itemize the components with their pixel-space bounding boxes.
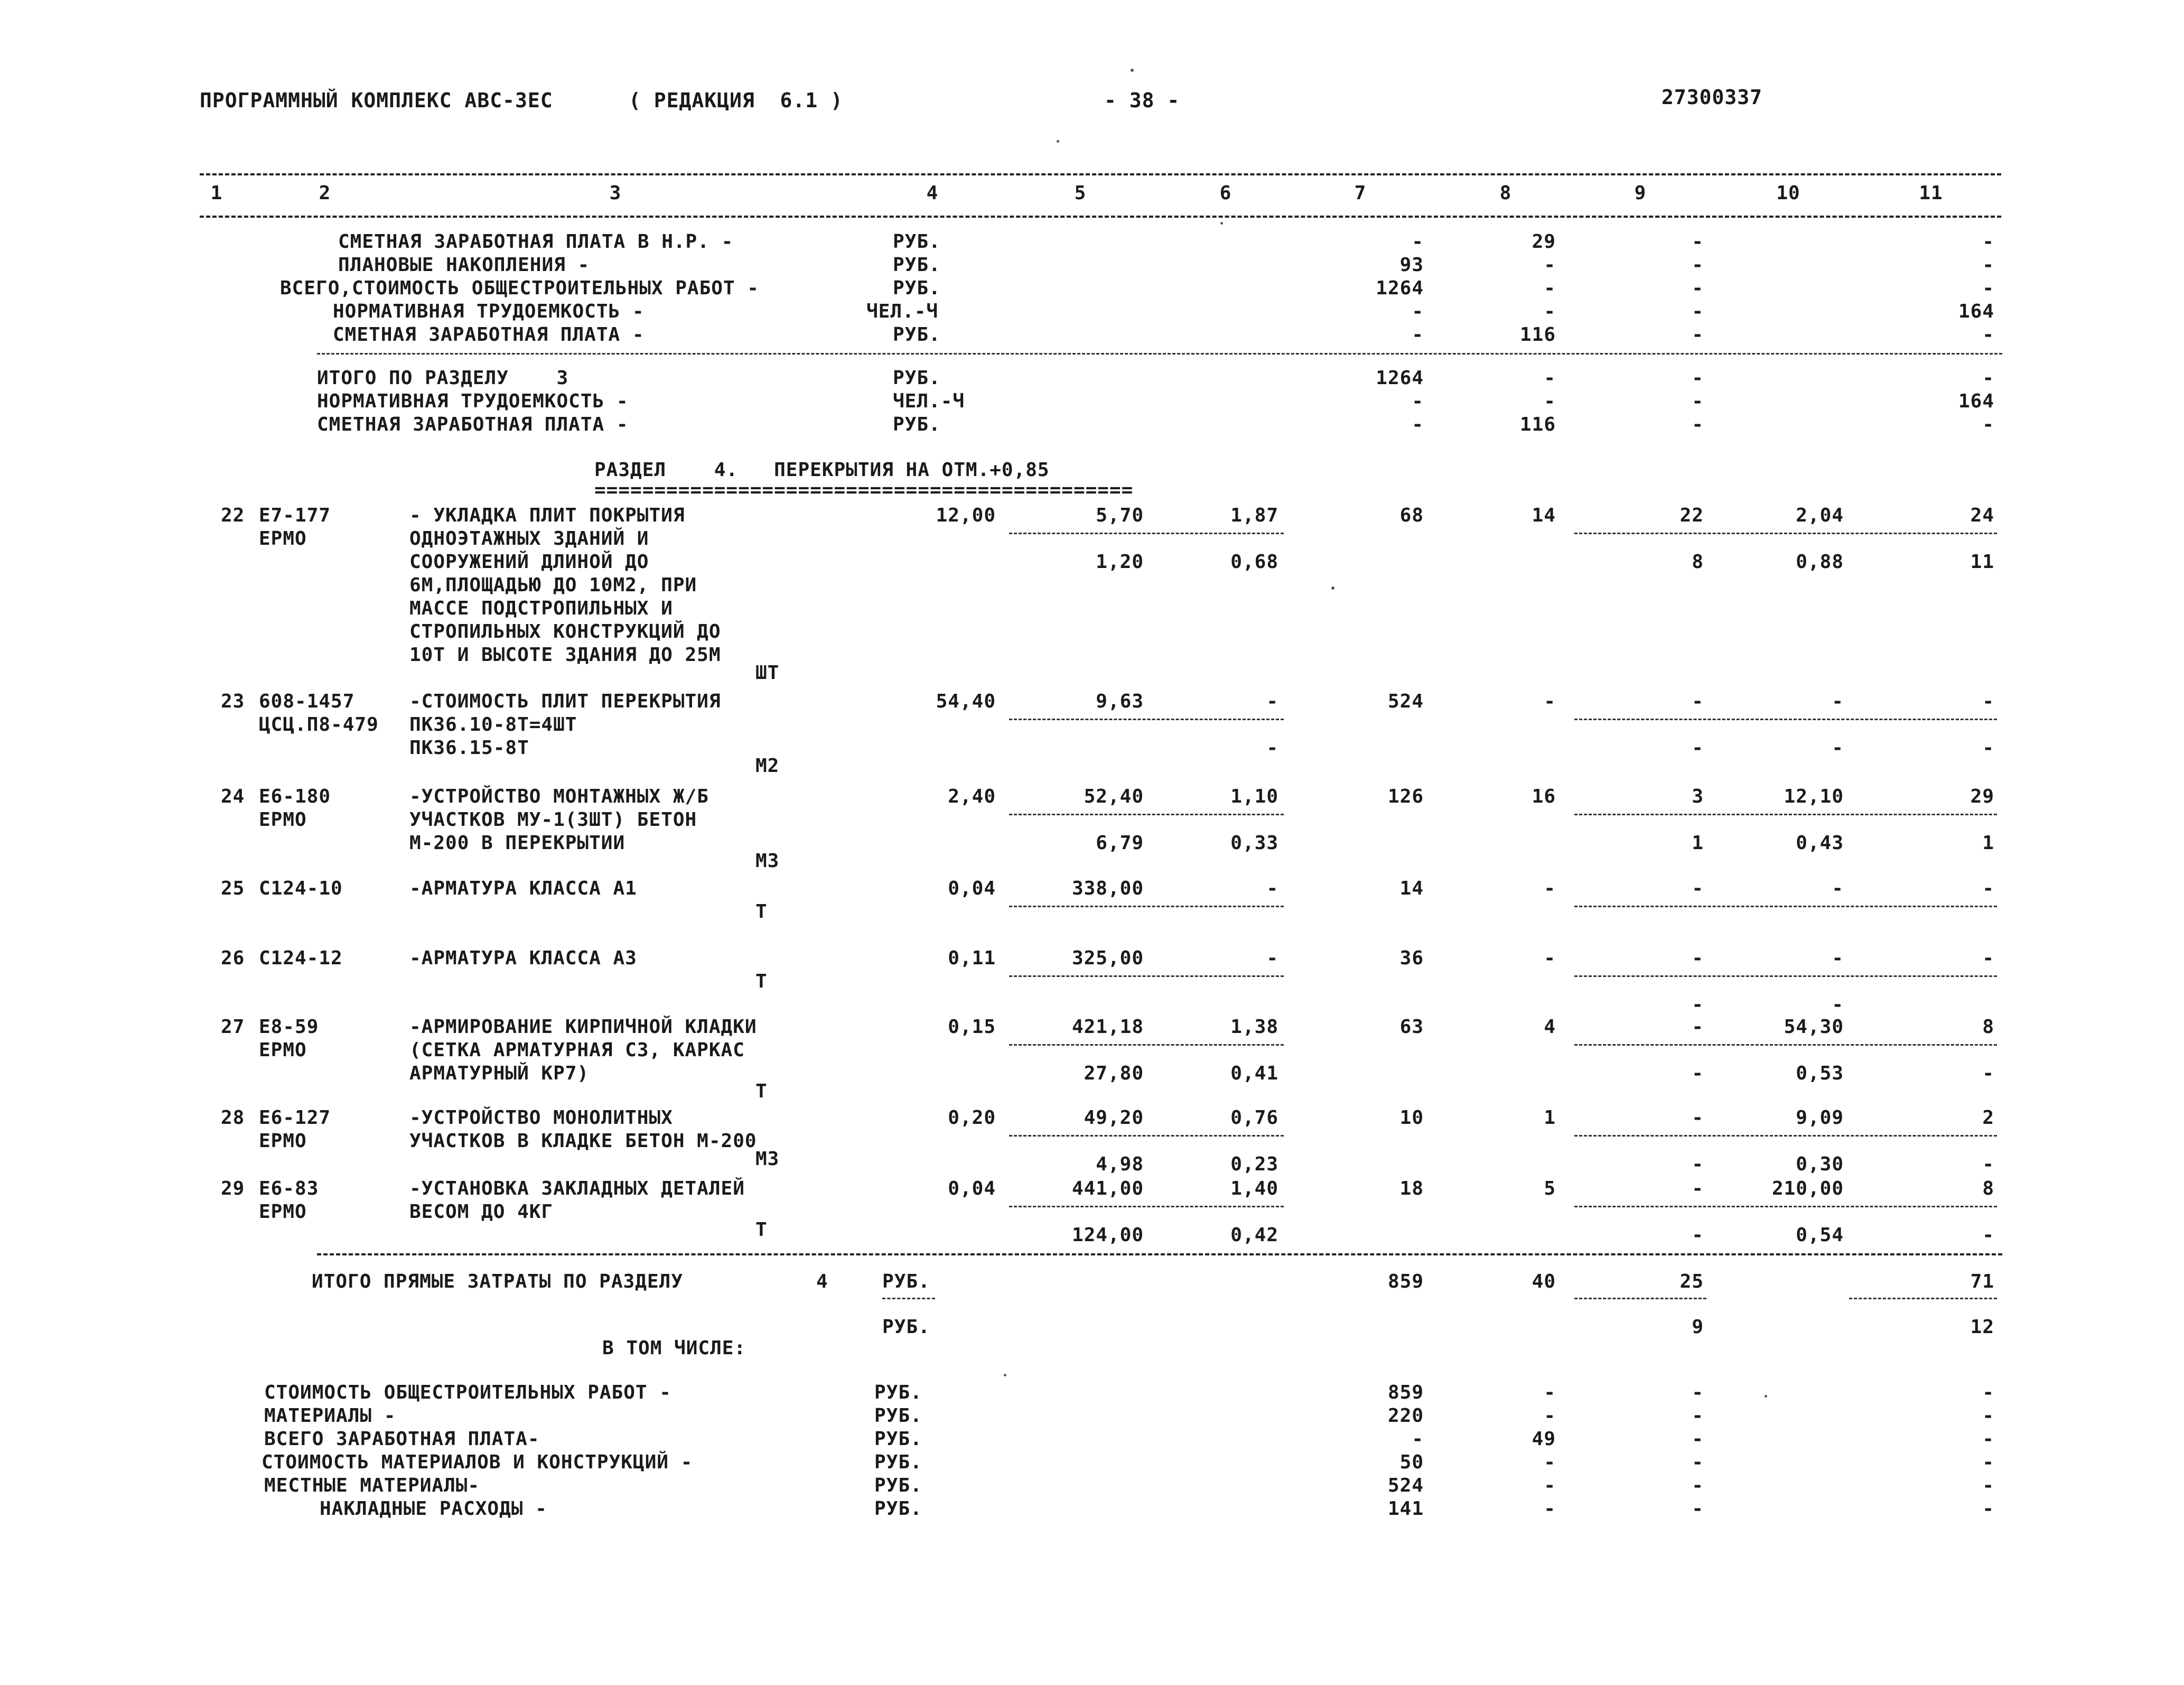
item-28-price-rule <box>1009 1135 1284 1137</box>
item-23-c7: 524 <box>1387 691 1424 712</box>
scan-speck <box>1057 140 1059 143</box>
item-24-unit: М3 <box>755 850 780 872</box>
section-total-c8: 116 <box>1519 414 1556 435</box>
top-block-unit: РУБ. <box>893 231 941 253</box>
item-23-desc-line: ПК36.10-8Т=4ШТ <box>409 714 577 736</box>
breakdown-c7: - <box>1412 1428 1424 1450</box>
top-block-c7: 93 <box>1399 254 1424 276</box>
top-block-c9: - <box>1692 301 1704 322</box>
direct-total-c9: 25 <box>1679 1271 1704 1292</box>
direct-total-unit: РУБ. <box>882 1271 930 1292</box>
scan-speck <box>1765 1395 1767 1398</box>
item-28-c6: 0,76 <box>1230 1107 1278 1129</box>
item-24-source: ЕРМО <box>259 809 307 831</box>
item-29-c5b: 124,00 <box>1071 1224 1144 1246</box>
item-25-number: 25 <box>221 878 245 899</box>
section-total-c7: 1264 <box>1376 367 1424 389</box>
breakdown-c9: - <box>1692 1428 1704 1450</box>
column-header-1: 1 <box>210 182 223 204</box>
item-24-price-rule <box>1009 814 1284 815</box>
breakdown-c7: 220 <box>1387 1405 1424 1427</box>
item-29-number: 29 <box>221 1178 245 1199</box>
top-block-rule <box>317 353 2002 355</box>
breakdown-c11: - <box>1982 1498 1994 1520</box>
item-29-source: ЕРМО <box>259 1201 307 1223</box>
item-27-c5: 421,18 <box>1071 1016 1144 1038</box>
column-header-6: 6 <box>1219 182 1232 204</box>
item-24-desc-line: -УСТРОЙСТВО МОНТАЖНЫХ Ж/Б <box>409 786 709 807</box>
item-29-c11: 8 <box>1982 1178 1994 1199</box>
top-block-c11: - <box>1982 277 1994 299</box>
direct-total-c11-rule <box>1849 1298 1997 1299</box>
item-22-desc-line: 10Т И ВЫСОТЕ ЗДАНИЯ ДО 25М <box>409 644 721 666</box>
item-22-quantity: 12,00 <box>936 505 996 526</box>
item-28-c5b: 4,98 <box>1096 1153 1144 1175</box>
section-total-unit: РУБ. <box>893 414 941 435</box>
column-header-9: 9 <box>1634 182 1647 204</box>
item-22-source: ЕРМО <box>259 528 307 550</box>
item-22-c6: 1,87 <box>1230 505 1278 526</box>
item-28-c9b: - <box>1692 1153 1704 1175</box>
item-23-desc-line: -СТОИМОСТЬ ПЛИТ ПЕРЕКРЫТИЯ <box>409 691 721 712</box>
item-26-quantity: 0,11 <box>948 947 996 969</box>
item-23-cost-rule <box>1574 719 1997 720</box>
direct-total-section: 4 <box>816 1271 828 1292</box>
item-26-c10b: - <box>1832 994 1844 1016</box>
section-total-c9: - <box>1692 390 1704 412</box>
item-23-number: 23 <box>221 691 245 712</box>
section-total-c11: - <box>1982 367 1994 389</box>
column-header-11: 11 <box>1919 182 1943 204</box>
item-25-c8: - <box>1544 878 1556 899</box>
including-label: В ТОМ ЧИСЛЕ: <box>602 1337 746 1359</box>
item-22-number: 22 <box>221 505 245 526</box>
breakdown-c11: - <box>1982 1428 1994 1450</box>
section-total-c11: 164 <box>1958 390 1994 412</box>
item-22-c5: 5,70 <box>1096 505 1144 526</box>
item-22-desc-line: СТРОПИЛЬНЫХ КОНСТРУКЦИЙ ДО <box>409 621 721 643</box>
direct-total-c11b: 12 <box>1970 1316 1994 1338</box>
direct-total-c9-rule <box>1574 1298 1706 1299</box>
breakdown-unit: РУБ. <box>874 1451 922 1473</box>
item-27-price-rule <box>1009 1044 1284 1046</box>
edition: ( РЕДАКЦИЯ 6.1 ) <box>629 89 843 112</box>
page-number: - 38 - <box>1104 89 1180 112</box>
item-29-c10b: 0,54 <box>1796 1224 1844 1246</box>
breakdown-c8: - <box>1544 1475 1556 1496</box>
top-block-c11: - <box>1982 231 1994 253</box>
item-28-desc-line: -УСТРОЙСТВО МОНОЛИТНЫХ <box>409 1107 673 1129</box>
column-header-4: 4 <box>926 182 939 204</box>
direct-total-top-rule <box>317 1253 2002 1255</box>
section-total-unit: ЧЕЛ.-Ч <box>893 390 965 412</box>
item-23-code: 608-1457 <box>259 691 355 712</box>
item-27-c10b: 0,53 <box>1796 1063 1844 1084</box>
breakdown-c9: - <box>1692 1451 1704 1473</box>
item-22-code: Е7-177 <box>259 505 331 526</box>
column-header-8: 8 <box>1499 182 1512 204</box>
top-block-label: СМЕТНАЯ ЗАРАБОТНАЯ ПЛАТА В Н.Р. - <box>338 231 734 253</box>
item-26-c8: - <box>1544 947 1556 969</box>
header-top-rule <box>200 173 2001 175</box>
scan-speck <box>1004 1374 1006 1376</box>
top-block-c8: 29 <box>1532 231 1556 253</box>
item-22-c10: 2,04 <box>1796 505 1844 526</box>
scan-speck <box>1131 69 1134 72</box>
header-bottom-rule <box>200 216 2001 218</box>
item-25-desc-line: -АРМАТУРА КЛАССА А1 <box>409 878 637 899</box>
item-29-c6b: 0,42 <box>1230 1224 1278 1246</box>
item-29-c10: 210,00 <box>1771 1178 1844 1199</box>
item-22-desc-line: 6М,ПЛОЩАДЬЮ ДО 10М2, ПРИ <box>409 574 697 596</box>
item-22-c9: 22 <box>1679 505 1704 526</box>
item-28-number: 28 <box>221 1107 245 1129</box>
direct-total-unit2: РУБ. <box>882 1316 930 1338</box>
item-23-c11b: - <box>1982 737 1994 759</box>
breakdown-label: МАТЕРИАЛЫ - <box>264 1405 396 1427</box>
breakdown-unit: РУБ. <box>874 1498 922 1520</box>
item-22-c11: 24 <box>1970 505 1994 526</box>
item-25-code: С124-10 <box>259 878 343 899</box>
item-27-c11b: - <box>1982 1063 1994 1084</box>
item-26-code: С124-12 <box>259 947 343 969</box>
item-28-source: ЕРМО <box>259 1130 307 1152</box>
item-28-c8: 1 <box>1544 1107 1556 1129</box>
item-24-c10: 12,10 <box>1784 786 1844 807</box>
breakdown-label: СТОИМОСТЬ МАТЕРИАЛОВ И КОНСТРУКЦИЙ - <box>262 1451 693 1473</box>
item-27-unit: Т <box>755 1081 768 1102</box>
top-block-label: СМЕТНАЯ ЗАРАБОТНАЯ ПЛАТА - <box>333 324 645 346</box>
direct-total-label: ИТОГО ПРЯМЫЕ ЗАТРАТЫ ПО РАЗДЕЛУ <box>312 1271 683 1292</box>
item-28-cost-rule <box>1574 1135 1997 1137</box>
top-block-unit: ЧЕЛ.-Ч <box>866 301 939 322</box>
breakdown-label: МЕСТНЫЕ МАТЕРИАЛЫ- <box>264 1475 480 1496</box>
item-24-c9: 3 <box>1692 786 1704 807</box>
section-total-c7: - <box>1412 414 1424 435</box>
item-24-c10b: 0,43 <box>1796 832 1844 854</box>
item-26-c5: 325,00 <box>1071 947 1144 969</box>
column-header-5: 5 <box>1074 182 1087 204</box>
item-26-price-rule <box>1009 975 1284 977</box>
item-22-c5b: 1,20 <box>1096 551 1144 573</box>
top-block-c9: - <box>1692 254 1704 276</box>
breakdown-unit: РУБ. <box>874 1428 922 1450</box>
item-24-c5b: 6,79 <box>1096 832 1144 854</box>
item-28-c10: 9,09 <box>1796 1107 1844 1129</box>
item-28-c5: 49,20 <box>1084 1107 1144 1129</box>
top-block-c11: 164 <box>1958 301 1994 322</box>
top-block-c7: - <box>1412 324 1424 346</box>
breakdown-c11: - <box>1982 1405 1994 1427</box>
item-28-c11: 2 <box>1982 1107 1994 1129</box>
item-22-c6b: 0,68 <box>1230 551 1278 573</box>
item-22-c7: 68 <box>1399 505 1424 526</box>
column-header-3: 3 <box>609 182 622 204</box>
document-id: 27300337 <box>1662 86 1763 109</box>
direct-total-c8: 40 <box>1532 1271 1556 1292</box>
breakdown-c7: 50 <box>1399 1451 1424 1473</box>
top-block-c7: - <box>1412 231 1424 253</box>
item-29-desc-line: ВЕСОМ ДО 4КГ <box>409 1201 554 1223</box>
item-23-c6: - <box>1266 691 1278 712</box>
item-22-unit: ШТ <box>755 662 780 684</box>
item-25-c6: - <box>1266 878 1278 899</box>
section-total-label: СМЕТНАЯ ЗАРАБОТНАЯ ПЛАТА - <box>317 414 629 435</box>
item-22-desc-line: МАССЕ ПОДСТРОПИЛЬНЫХ И <box>409 598 673 619</box>
program-name: ПРОГРАММНЫЙ КОМПЛЕКС АВС-3ЕС <box>200 89 553 112</box>
section-total-label: НОРМАТИВНАЯ ТРУДОЕМКОСТЬ - <box>317 390 629 412</box>
breakdown-c9: - <box>1692 1498 1704 1520</box>
item-27-c11: 8 <box>1982 1016 1994 1038</box>
item-22-desc-line: СООРУЖЕНИЙ ДЛИНОЙ ДО <box>409 551 649 573</box>
top-block-c7: - <box>1412 301 1424 322</box>
item-29-price-rule <box>1009 1206 1284 1207</box>
breakdown-c8: - <box>1544 1382 1556 1403</box>
item-27-desc-line: -АРМИРОВАНИЕ КИРПИЧНОЙ КЛАДКИ <box>409 1016 757 1038</box>
breakdown-label: СТОИМОСТЬ ОБЩЕСТРОИТЕЛЬНЫХ РАБОТ - <box>264 1382 671 1403</box>
column-header-2: 2 <box>319 182 331 204</box>
scan-speck <box>1331 587 1334 590</box>
item-27-code: Е8-59 <box>259 1016 319 1038</box>
item-23-c8: - <box>1544 691 1556 712</box>
item-24-c6: 1,10 <box>1230 786 1278 807</box>
item-29-code: Е6-83 <box>259 1178 319 1199</box>
item-29-unit: Т <box>755 1219 768 1241</box>
item-27-quantity: 0,15 <box>948 1016 996 1038</box>
item-27-number: 27 <box>221 1016 245 1038</box>
breakdown-c11: - <box>1982 1451 1994 1473</box>
item-28-c10b: 0,30 <box>1796 1153 1844 1175</box>
item-24-c8: 16 <box>1532 786 1556 807</box>
item-23-c6b: - <box>1266 737 1278 759</box>
item-29-quantity: 0,04 <box>948 1178 996 1199</box>
item-26-desc-line: -АРМАТУРА КЛАССА А3 <box>409 947 637 969</box>
item-27-desc-line: АРМАТУРНЫЙ КР7) <box>409 1063 590 1084</box>
item-23-c10b: - <box>1832 737 1844 759</box>
item-29-c9: - <box>1692 1178 1704 1199</box>
item-25-c11: - <box>1982 878 1994 899</box>
top-block-c8: - <box>1544 277 1556 299</box>
breakdown-c11: - <box>1982 1382 1994 1403</box>
item-24-quantity: 2,40 <box>948 786 996 807</box>
item-27-c10: 54,30 <box>1784 1016 1844 1038</box>
item-25-cost-rule <box>1574 906 1997 907</box>
item-23-c9b: - <box>1692 737 1704 759</box>
breakdown-c9: - <box>1692 1405 1704 1427</box>
item-29-c6: 1,40 <box>1230 1178 1278 1199</box>
breakdown-c8: 49 <box>1532 1428 1556 1450</box>
top-block-c8: 116 <box>1519 324 1556 346</box>
item-27-c9: - <box>1692 1016 1704 1038</box>
section-total-label: ИТОГО ПО РАЗДЕЛУ 3 <box>317 367 569 389</box>
top-block-c7: 1264 <box>1376 277 1424 299</box>
item-22-desc-line: ОДНОЭТАЖНЫХ ЗДАНИЙ И <box>409 528 649 550</box>
item-23-c10: - <box>1832 691 1844 712</box>
item-28-unit: М3 <box>755 1148 780 1170</box>
top-block-c9: - <box>1692 324 1704 346</box>
item-24-desc-line: УЧАСТКОВ МУ-1(3ШТ) БЕТОН <box>409 809 697 831</box>
item-29-c7: 18 <box>1399 1178 1424 1199</box>
scan-speck <box>1220 222 1223 225</box>
item-27-c5b: 27,80 <box>1084 1063 1144 1084</box>
item-22-cost-rule <box>1574 533 1997 534</box>
item-24-desc-line: М-200 В ПЕРЕКРЫТИИ <box>409 832 626 854</box>
breakdown-label: ВСЕГО ЗАРАБОТНАЯ ПЛАТА- <box>264 1428 540 1450</box>
item-24-cost-rule <box>1574 814 1997 815</box>
item-27-source: ЕРМО <box>259 1039 307 1061</box>
item-22-c8: 14 <box>1532 505 1556 526</box>
item-22-price-rule <box>1009 533 1284 534</box>
item-28-c7: 10 <box>1399 1107 1424 1129</box>
item-27-c6: 1,38 <box>1230 1016 1278 1038</box>
item-24-c6b: 0,33 <box>1230 832 1278 854</box>
item-25-price-rule <box>1009 906 1284 907</box>
breakdown-c8: - <box>1544 1498 1556 1520</box>
section-total-c7: - <box>1412 390 1424 412</box>
breakdown-c7: 141 <box>1387 1498 1424 1520</box>
breakdown-c9: - <box>1692 1382 1704 1403</box>
top-block-c8: - <box>1544 301 1556 322</box>
item-29-cost-rule <box>1574 1206 1997 1207</box>
breakdown-unit: РУБ. <box>874 1382 922 1403</box>
item-26-c6: - <box>1266 947 1278 969</box>
item-26-c10: - <box>1832 947 1844 969</box>
direct-total-c7: 859 <box>1387 1271 1424 1292</box>
item-25-unit: Т <box>755 901 768 923</box>
item-27-cost-rule <box>1574 1044 1997 1046</box>
breakdown-c8: - <box>1544 1451 1556 1473</box>
item-25-c9: - <box>1692 878 1704 899</box>
breakdown-c7: 859 <box>1387 1382 1424 1403</box>
section-total-unit: РУБ. <box>893 367 941 389</box>
item-22-c10b: 0,88 <box>1796 551 1844 573</box>
item-23-price-rule <box>1009 719 1284 720</box>
top-block-c11: - <box>1982 324 1994 346</box>
item-27-c8: 4 <box>1544 1016 1556 1038</box>
section-total-c8: - <box>1544 367 1556 389</box>
top-block-c8: - <box>1544 254 1556 276</box>
item-22-c9b: 8 <box>1692 551 1704 573</box>
item-23-c11: - <box>1982 691 1994 712</box>
section-total-c9: - <box>1692 367 1704 389</box>
item-29-c11b: - <box>1982 1224 1994 1246</box>
item-28-c6b: 0,23 <box>1230 1153 1278 1175</box>
item-24-c5: 52,40 <box>1084 786 1144 807</box>
column-header-7: 7 <box>1354 182 1367 204</box>
item-23-quantity: 54,40 <box>936 691 996 712</box>
column-header-10: 10 <box>1776 182 1800 204</box>
top-block-unit: РУБ. <box>893 277 941 299</box>
item-24-c11b: 1 <box>1982 832 1994 854</box>
item-26-c11: - <box>1982 947 1994 969</box>
item-23-c5: 9,63 <box>1096 691 1144 712</box>
item-27-c7: 63 <box>1399 1016 1424 1038</box>
item-22-desc-line: - УКЛАДКА ПЛИТ ПОКРЫТИЯ <box>409 505 685 526</box>
breakdown-c8: - <box>1544 1405 1556 1427</box>
item-26-c7: 36 <box>1399 947 1424 969</box>
item-29-c8: 5 <box>1544 1178 1556 1199</box>
item-23-desc-line: ПК36.15-8Т <box>409 737 529 759</box>
item-28-c9: - <box>1692 1107 1704 1129</box>
item-24-number: 24 <box>221 786 245 807</box>
item-24-c7: 126 <box>1387 786 1424 807</box>
item-26-c9: - <box>1692 947 1704 969</box>
breakdown-c11: - <box>1982 1475 1994 1496</box>
item-22-c11b: 11 <box>1970 551 1994 573</box>
item-26-c9b: - <box>1692 994 1704 1016</box>
item-27-c9b: - <box>1692 1063 1704 1084</box>
top-block-label: НОРМАТИВНАЯ ТРУДОЕМКОСТЬ - <box>333 301 645 322</box>
item-27-c6b: 0,41 <box>1230 1063 1278 1084</box>
section-total-c11: - <box>1982 414 1994 435</box>
item-26-cost-rule <box>1574 975 1997 977</box>
section-total-c9: - <box>1692 414 1704 435</box>
top-block-c11: - <box>1982 254 1994 276</box>
top-block-unit: РУБ. <box>893 324 941 346</box>
breakdown-c9: - <box>1692 1475 1704 1496</box>
item-27-desc-line: (СЕТКА АРМАТУРНАЯ С3, КАРКАС <box>409 1039 745 1061</box>
item-24-c11: 29 <box>1970 786 1994 807</box>
item-25-c10: - <box>1832 878 1844 899</box>
top-block-c9: - <box>1692 231 1704 253</box>
top-block-label: ПЛАНОВЫЕ НАКОПЛЕНИЯ - <box>338 254 590 276</box>
item-24-code: Е6-180 <box>259 786 331 807</box>
item-28-quantity: 0,20 <box>948 1107 996 1129</box>
item-28-desc-line: УЧАСТКОВ В КЛАДКЕ БЕТОН М-200 <box>409 1130 757 1152</box>
breakdown-unit: РУБ. <box>874 1405 922 1427</box>
top-block-c9: - <box>1692 277 1704 299</box>
section-title-rule: ============================================= <box>594 479 1134 501</box>
item-26-number: 26 <box>221 947 245 969</box>
item-28-c11b: - <box>1982 1153 1994 1175</box>
top-block-label: ВСЕГО,СТОИМОСТЬ ОБЩЕСТРОИТЕЛЬНЫХ РАБОТ - <box>280 277 759 299</box>
item-29-c5: 441,00 <box>1071 1178 1144 1199</box>
item-29-desc-line: -УСТАНОВКА ЗАКЛАДНЫХ ДЕТАЛЕЙ <box>409 1178 745 1199</box>
direct-total-mid-rule <box>882 1298 935 1299</box>
breakdown-label: НАКЛАДНЫЕ РАСХОДЫ - <box>320 1498 547 1520</box>
direct-total-c9b: 9 <box>1692 1316 1704 1338</box>
item-29-c9b: - <box>1692 1224 1704 1246</box>
item-23-source: ЦСЦ.П8-479 <box>259 714 379 736</box>
direct-total-c11: 71 <box>1970 1271 1994 1292</box>
section-total-c8: - <box>1544 390 1556 412</box>
section-title: РАЗДЕЛ 4. ПЕРЕКРЫТИЯ НА ОТМ.+0,85 <box>594 459 1050 481</box>
breakdown-c7: 524 <box>1387 1475 1424 1496</box>
item-26-unit: Т <box>755 971 768 992</box>
item-25-c5: 338,00 <box>1071 878 1144 899</box>
item-24-c9b: 1 <box>1692 832 1704 854</box>
item-25-quantity: 0,04 <box>948 878 996 899</box>
item-28-code: Е6-127 <box>259 1107 331 1129</box>
top-block-unit: РУБ. <box>893 254 941 276</box>
item-25-c7: 14 <box>1399 878 1424 899</box>
item-23-c9: - <box>1692 691 1704 712</box>
breakdown-unit: РУБ. <box>874 1475 922 1496</box>
item-23-unit: М2 <box>755 755 780 777</box>
